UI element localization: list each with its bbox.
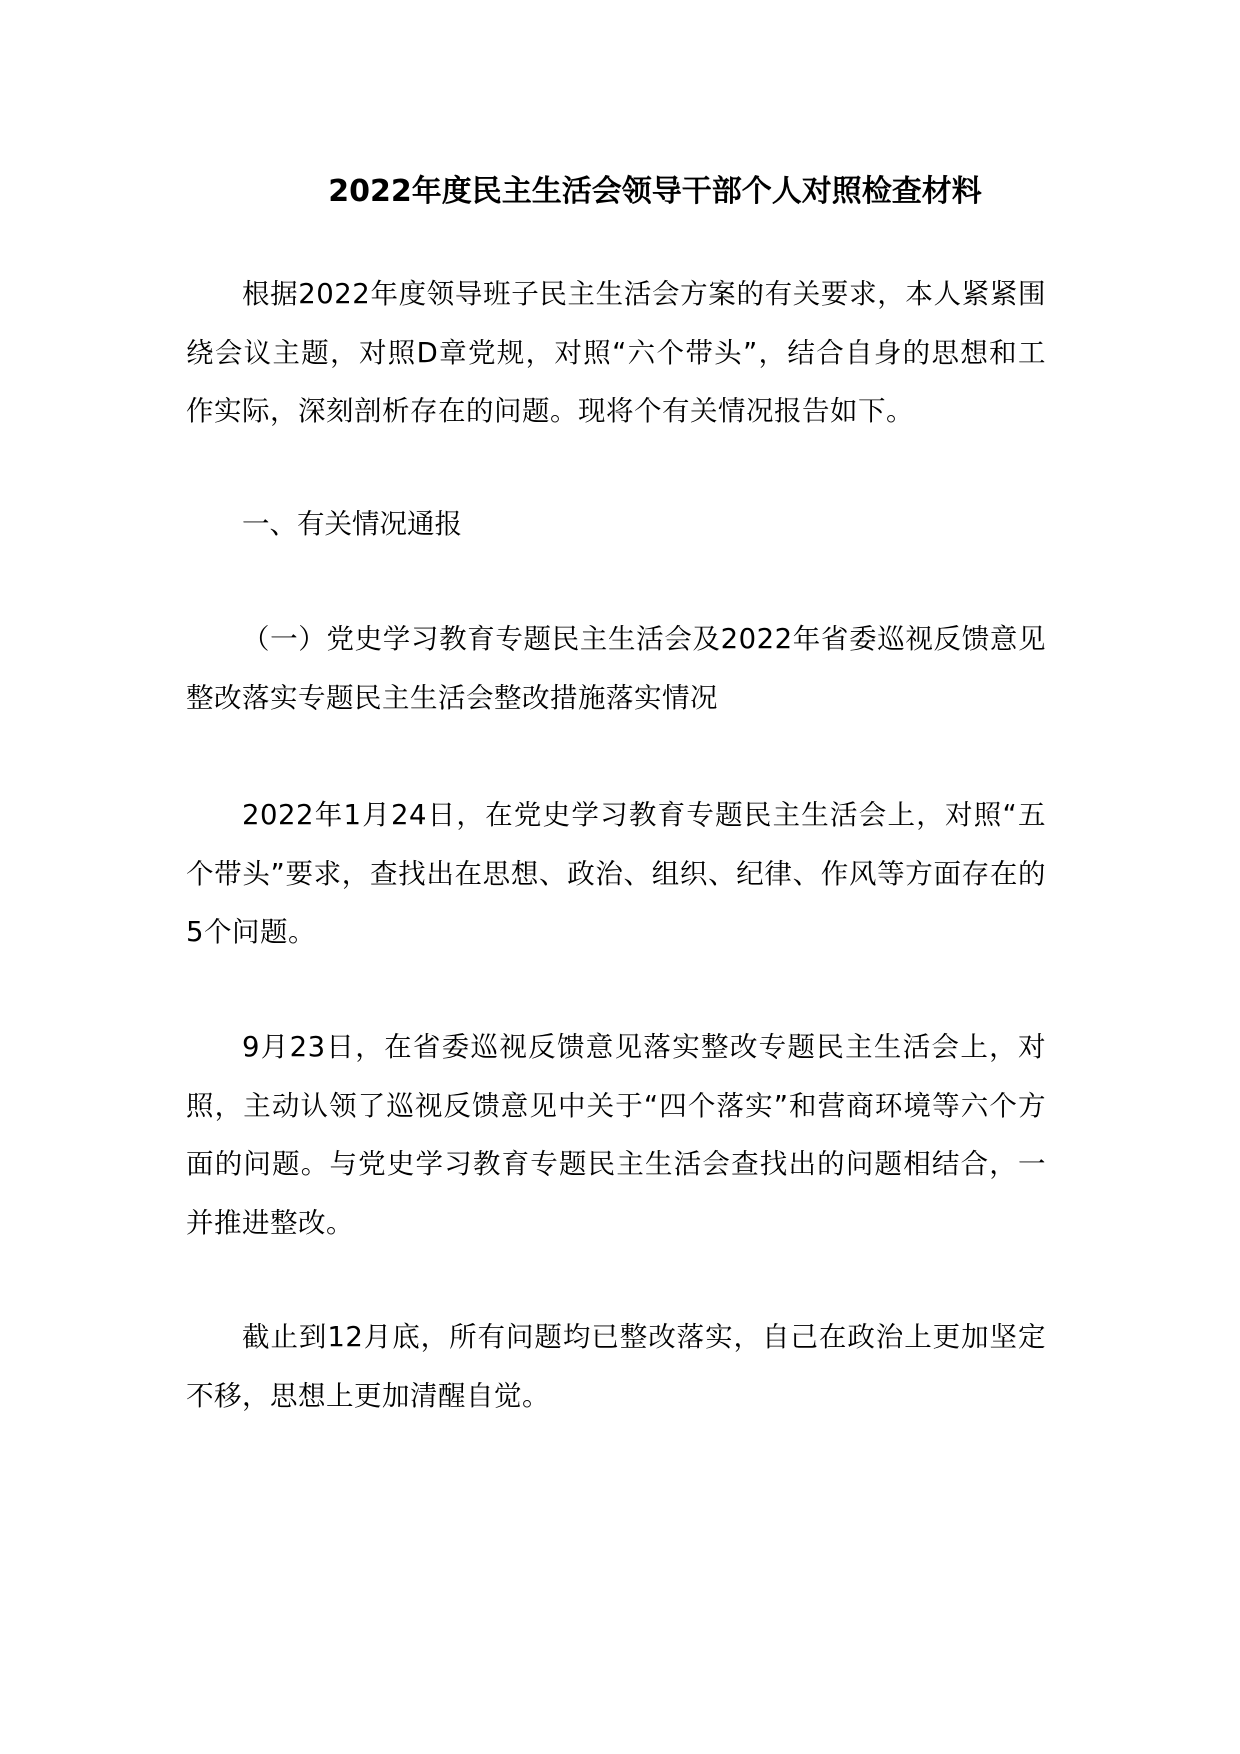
paragraph-january: 2022年1月24日，在党史学习教育专题民主生活会上，对照“五个带头”要求，查找出在思想、政治、组织、纪律、作风等方面存在的5个问题。	[186, 799, 1046, 948]
paragraph-september: 9月23日，在省委巡视反馈意见落实整改专题民主生活会上，对照，主动认领了巡视反馈意见中关于“四个落实”和营商环境等六个方面的问题。与党史学习教育专题民主生活会查找出的问题相结合，一并推进整改。	[186, 1031, 1046, 1239]
subsection-heading-1: （一）党史学习教育专题民主生活会及2022年省委巡视反馈意见整改落实专题民主生活会整改措施落实情况	[186, 623, 1046, 714]
document-title-text: 2022年度民主生活会领导干部个人对照检查材料	[328, 174, 982, 209]
document-title	[0, 172, 1240, 212]
paragraph-december: 截止到12月底，所有问题均已整改落实，自己在政治上更加坚定不移，思想上更加清醒自觉。	[186, 1321, 1046, 1412]
intro-paragraph: 根据2022年度领导班子民主生活会方案的有关要求，本人紧紧围绕会议主题，对照D章党规，对照“六个带头”，结合自身的思想和工作实际，深刻剖析存在的问题。现将个有关情况报告如下。	[186, 278, 1046, 427]
section-heading-1: 一、有关情况通报	[242, 508, 462, 540]
